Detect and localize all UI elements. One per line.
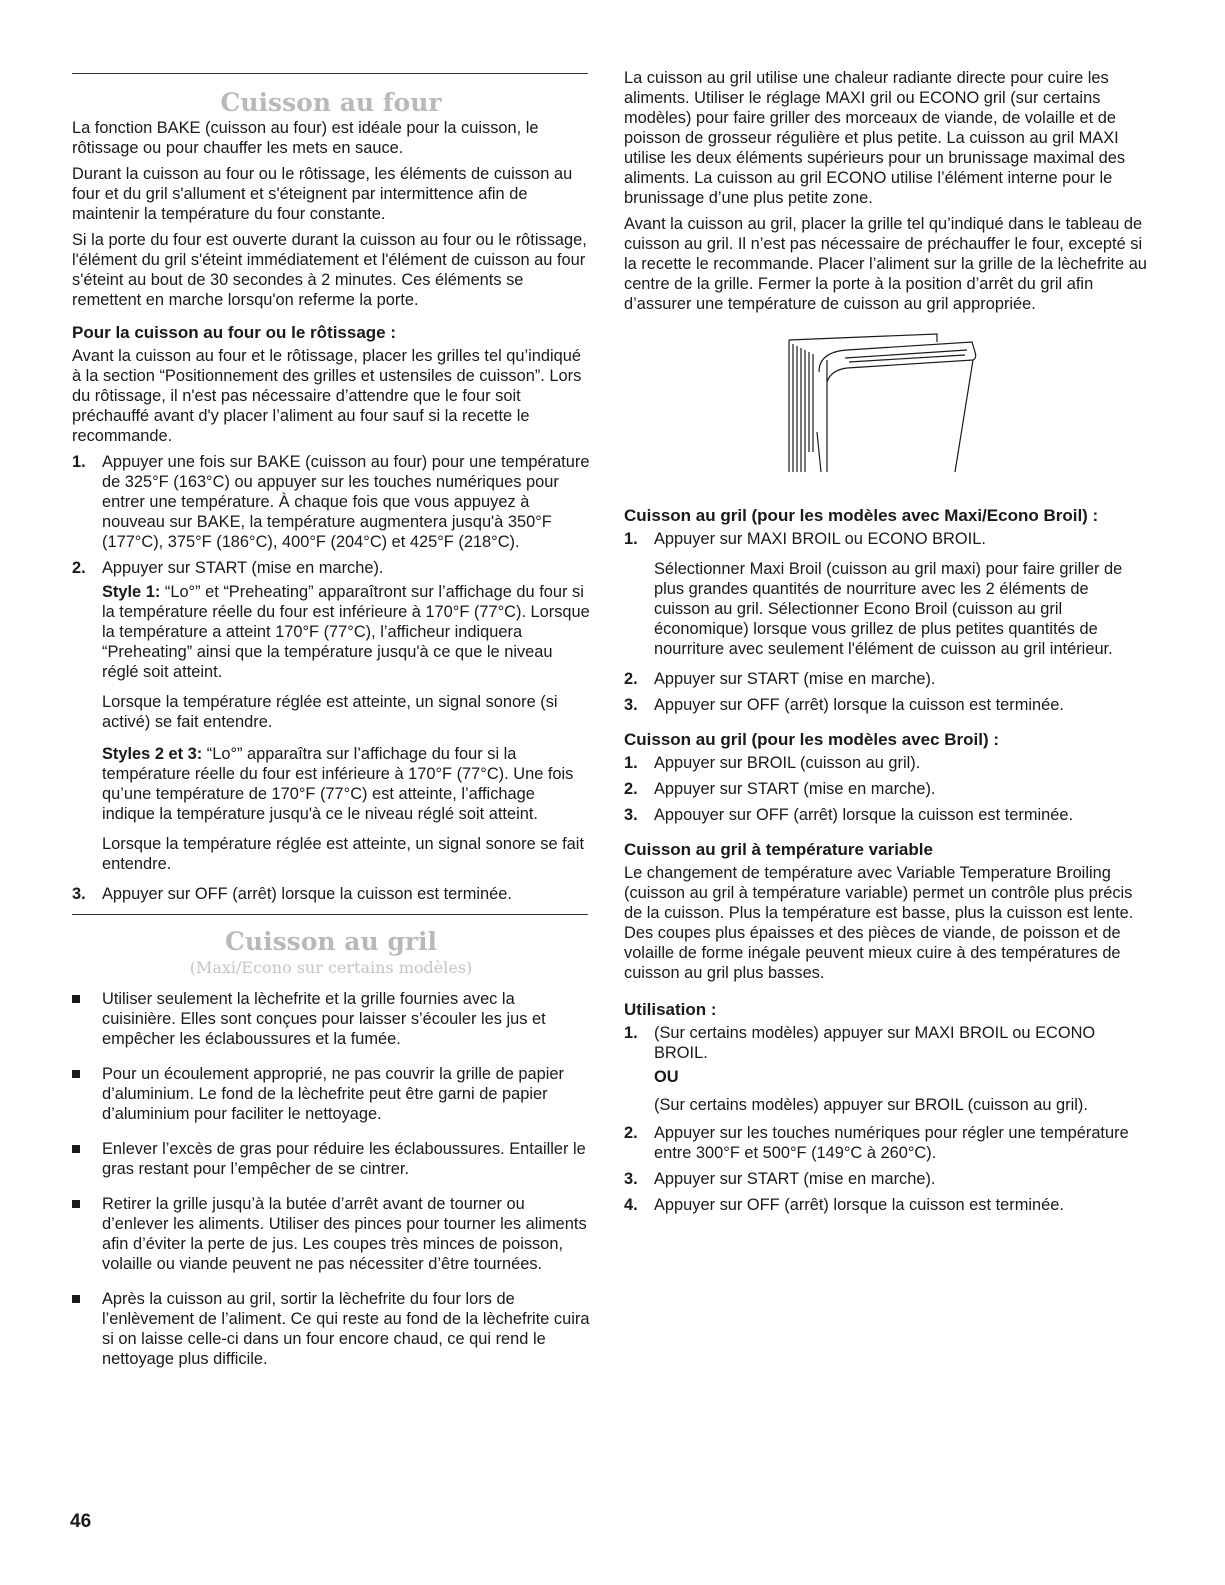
tip-text: Enlever l’excès de gras pour réduire les éclaboussures. Entailler le gras restant pour l’empêcher de se cintrer. xyxy=(102,1140,586,1178)
tip-text: Retirer la grille jusqu’à la butée d’arrêt avant de tourner ou d’enlever les aliments. Utiliser des pinces pour tourner les aliments afin d’éviter la perte de jus. Les coupes très minces de poisson, volaille ou viande peuvent ne pas nécessiter d’être tournées. xyxy=(102,1195,587,1273)
oven-door-broil-stop-illustration xyxy=(787,332,987,482)
step-text: Appuyer sur les touches numériques pour régler une température entre 300°F et 500°F (149°C à 260°C). xyxy=(654,1124,1129,1162)
page-number: 46 xyxy=(70,1511,92,1532)
list-item xyxy=(624,1195,1148,1215)
section-rule xyxy=(72,914,588,915)
list-item xyxy=(72,989,590,1049)
step-text: Appuyer sur OFF (arrêt) lorsque la cuisson est terminée. xyxy=(102,885,512,903)
list-item xyxy=(72,1194,590,1274)
left-column xyxy=(72,88,590,1384)
top-rule xyxy=(72,73,588,74)
or-separator: OU xyxy=(654,1068,679,1086)
list-item xyxy=(624,1169,1148,1189)
step-number: 1. xyxy=(624,530,638,548)
style1-label: Style 1: xyxy=(102,583,161,601)
step-number: 2. xyxy=(624,780,638,798)
step-number: 3. xyxy=(72,885,86,903)
broil-intro: La cuisson au gril utilise une chaleur radiante directe pour cuire les aliments. Utiliser le réglage MAXI gril ou ECONO gril (sur certains modèles) pour faire griller des morceaux de viande, de volaille et de poisson de grosseur régulière et plus petite. La cuisson au gril MAXI utilise les deux éléments supérieurs pour un brunissage maximal des aliments. La cuisson au gril ECONO utilise l’élément interne pour le brunissage d’une plus petite zone. xyxy=(624,69,1126,207)
step-number: 1. xyxy=(624,754,638,772)
style23-note xyxy=(102,744,590,824)
usage-heading: Utilisation : xyxy=(624,1000,717,1019)
step-text: Appuyer sur BROIL (cuisson au gril). xyxy=(654,754,921,772)
bullet-square-icon xyxy=(72,1200,80,1208)
step-number: 3. xyxy=(624,696,638,714)
tip-text: Pour un écoulement approprié, ne pas couvrir la grille de papier d’aluminium. Le fond de la lèchefrite peut être garni de papier d’aluminium pour faciliter le nettoyage. xyxy=(102,1065,564,1123)
broil-steps xyxy=(624,753,1148,825)
step-text: Appuyer sur START (mise en marche). xyxy=(654,780,936,798)
step-number: 3. xyxy=(624,1170,638,1188)
variable-temp-heading: Cuisson au gril à température variable xyxy=(624,840,933,859)
step-text: Appuyer sur START (mise en marche). xyxy=(102,559,384,577)
list-item xyxy=(72,1064,590,1124)
tip-text: Après la cuisson au gril, sortir la lèchefrite du four lors de l’enlèvement de l’aliment. Ce qui reste au fond de la lèchefrite cuira si on laisse celle-ci dans un four encore chaud, ce qui rend le nettoyage plus difficile. xyxy=(102,1290,590,1368)
list-item xyxy=(72,884,590,904)
style1-note xyxy=(102,582,590,682)
list-item xyxy=(624,1123,1148,1163)
broil-intro: Avant la cuisson au gril, placer la grille tel qu’indiqué dans le tableau de cuisson au gril. Il n’est pas nécessaire de préchauffer le four, excepté si la recette le recommande. Placer l’aliment sur la grille de la lèchefrite au centre de la grille. Fermer la porte à la position d’arrêt du gril afin d’assurer une température de cuisson au gril appropriée. xyxy=(624,215,1147,313)
step-number: 4. xyxy=(624,1196,638,1214)
bullet-square-icon xyxy=(72,1070,80,1078)
list-item xyxy=(624,529,1148,659)
style23-label: Styles 2 et 3: xyxy=(102,745,203,763)
step-text: Appuyer sur OFF (arrêt) lorsque la cuisson est terminée. xyxy=(654,1196,1064,1214)
variable-temp-text: Le changement de température avec Variable Temperature Broiling (cuisson au gril à température variable) permet un contrôle plus précis de la cuisson. Plus la température est basse, plus la cuisson est lente. Des coupes plus épaisses et des pièces de viande, de poisson et de volaille de forme inégale peuvent mieux cuire à des températures de cuisson au gril plus basses. xyxy=(624,864,1134,982)
step-text: Appuyer sur MAXI BROIL ou ECONO BROIL. xyxy=(654,530,986,548)
step-alt-text: (Sur certains modèles) appuyer sur BROIL (cuisson au gril). xyxy=(654,1096,1088,1114)
step-number: 1. xyxy=(624,1024,638,1042)
step-text: Appuyer sur OFF (arrêt) lorsque la cuisson est terminée. xyxy=(654,696,1064,714)
broil-heading: Cuisson au gril (pour les modèles avec Broil) : xyxy=(624,730,1000,749)
list-item xyxy=(624,695,1148,715)
roast-heading: Pour la cuisson au four ou le rôtissage : xyxy=(72,323,397,342)
maxi-econo-heading: Cuisson au gril (pour les modèles avec Maxi/Econo Broil) : xyxy=(624,506,1099,525)
usage-steps xyxy=(624,1023,1148,1215)
bullet-square-icon xyxy=(72,1295,80,1303)
style1-text: “Lo°” et “Preheating” apparaîtront sur l’affichage du four si la température réelle du four est inférieure à 170°F (77°C). Lorsque la température a atteint 170°F (77°C), l’afficheur indiquera “Preheating” ainsi que la température jusqu'à ce que le niveau réglé soit atteint. xyxy=(102,583,590,681)
style23-text: “Lo°” apparaîtra sur l’affichage du four si la température réelle du four est inférieure à 170°F (77°C). Une fois qu’une température de 170°F (77°C) est atteinte, l’affichage indique la température jusqu'à ce le niveau réglé soit atteint. xyxy=(102,745,574,823)
bake-steps xyxy=(72,452,590,904)
bullet-square-icon xyxy=(72,995,80,1003)
style1-signal: Lorsque la température réglée est atteinte, un signal sonore (si activé) se fait entendre. xyxy=(102,693,558,731)
step-text: Appuyer sur START (mise en marche). xyxy=(654,670,936,688)
roast-intro: Avant la cuisson au four et le rôtissage, placer les grilles tel qu’indiqué à la section “Positionnement des grilles et ustensiles de cuisson”. Lors du rôtissage, il n'est pas nécessaire d’attendre que le four soit préchauffé avant d'y placer l’aliment au four sauf si la recette le recommande. xyxy=(72,347,582,445)
list-item xyxy=(624,805,1148,825)
step-text: Appuyer une fois sur BAKE (cuisson au four) pour une température de 325°F (163°C) ou appuyer sur les touches numériques pour entrer une température. À chaque fois que vous appuyez à nouveau sur BAKE, la température augmentera jusqu'à 350°F (177°C), 375°F (186°C), 400°F (204°C) et 425°F (218°C). xyxy=(102,453,590,551)
bake-section-title: Cuisson au four xyxy=(220,88,442,117)
step-text: Appouyer sur OFF (arrêt) lorsque la cuisson est terminée. xyxy=(654,806,1074,824)
list-item xyxy=(624,753,1148,773)
bullet-square-icon xyxy=(72,1145,80,1153)
step-detail: Sélectionner Maxi Broil (cuisson au gril maxi) pour faire griller de plus grandes quantités de nourriture avec les 2 éléments de cuisson au gril. Sélectionner Econo Broil (cuisson au gril économique) lorsque vous grillez de plus petites quantités de nourriture avec seulement l'élément de cuisson au gril intérieur. xyxy=(654,560,1123,658)
tip-text: Utiliser seulement la lèchefrite et la grille fournies avec la cuisinière. Elles sont conçues pour laisser s’écouler les jus et empêcher les éclaboussures et la fumée. xyxy=(102,990,546,1048)
list-item xyxy=(624,1023,1148,1115)
step-number: 2. xyxy=(624,670,638,688)
step-number: 2. xyxy=(72,559,86,577)
maxi-econo-steps xyxy=(624,529,1148,715)
list-item xyxy=(72,452,590,552)
broil-section-title: Cuisson au gril xyxy=(225,927,437,956)
broil-tips xyxy=(72,989,590,1369)
right-column xyxy=(624,68,1148,1221)
bake-paragraph: Durant la cuisson au four ou le rôtissage, les éléments de cuisson au four et du gril s'allument et s'éteignent par intermittence afin de maintenir la température du four constante. xyxy=(72,165,573,223)
bake-paragraph: Si la porte du four est ouverte durant la cuisson au four ou le rôtissage, l'élément du gril s'éteint immédiatement et l'élément de cuisson au four s'éteint au bout de 30 secondes à 2 minutes. Ces éléments se remettent en marche lorsqu'on referme la porte. xyxy=(72,231,587,309)
list-item xyxy=(72,558,590,874)
step-text: Appuyer sur START (mise en marche). xyxy=(654,1170,936,1188)
step-text: (Sur certains modèles) appuyer sur MAXI BROIL ou ECONO BROIL. xyxy=(654,1024,1096,1062)
list-item xyxy=(624,779,1148,799)
list-item xyxy=(72,1139,590,1179)
bake-paragraph: La fonction BAKE (cuisson au four) est idéale pour la cuisson, le rôtissage ou pour chauffer les mets en sauce. xyxy=(72,119,539,157)
style23-signal: Lorsque la température réglée est atteinte, un signal sonore se fait entendre. xyxy=(102,835,584,873)
broil-section-subtitle: (Maxi/Econo sur certains modèles) xyxy=(189,958,473,977)
step-number: 2. xyxy=(624,1124,638,1142)
step-number: 1. xyxy=(72,453,86,471)
list-item xyxy=(624,669,1148,689)
step-number: 3. xyxy=(624,806,638,824)
list-item xyxy=(72,1289,590,1369)
